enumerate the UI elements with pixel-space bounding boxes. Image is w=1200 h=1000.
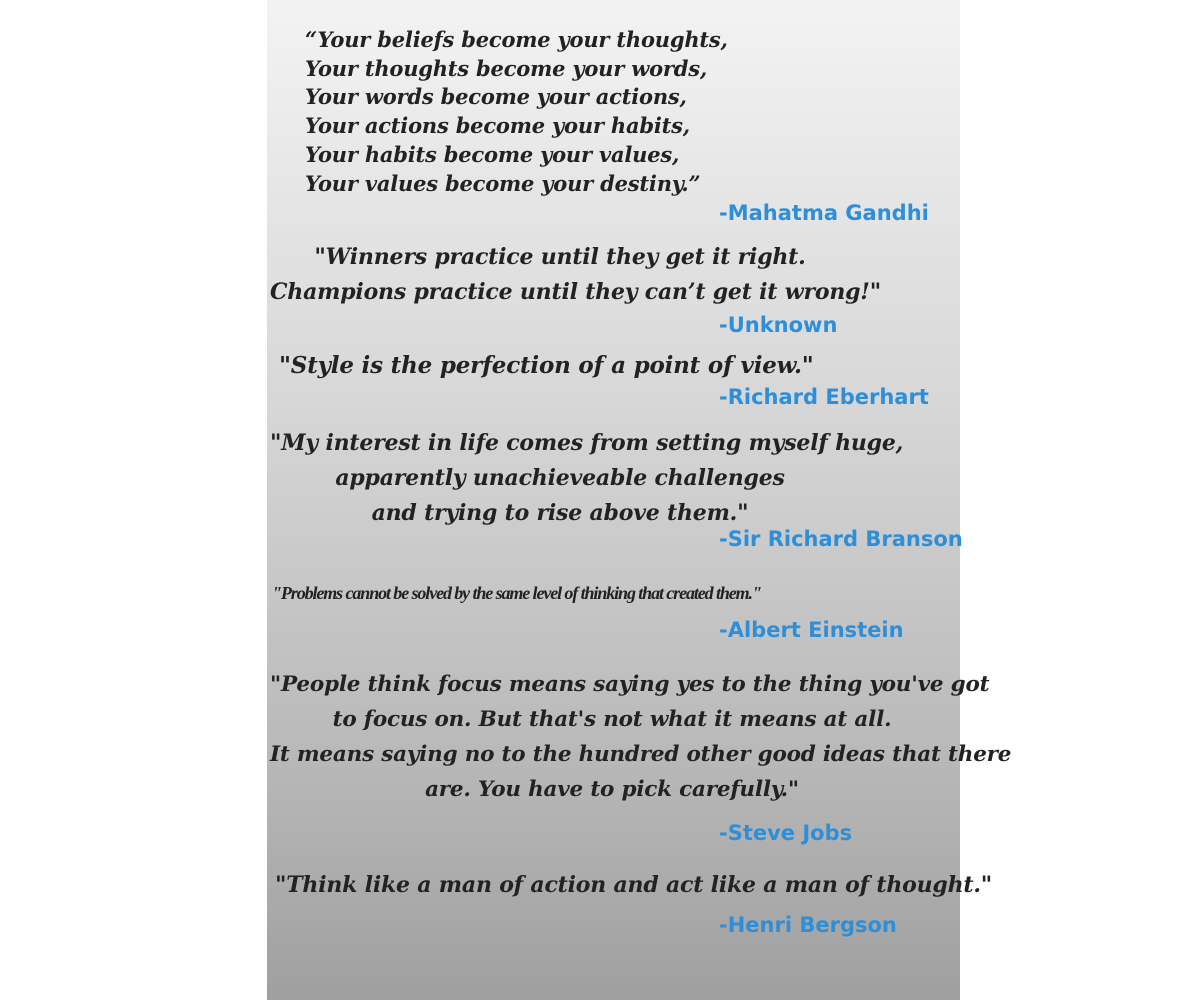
quote-author: -Mahatma Gandhi — [719, 201, 929, 225]
quote-text: "Winners practice until they get it right. Champions practice until they can’t get it wrong!" — [270, 244, 882, 305]
quote-text: "Style is the perfection of a point of view." — [279, 352, 814, 379]
quote-author: -Albert Einstein — [719, 618, 904, 642]
quote-text: "Think like a man of action and act like a man of thought." — [275, 872, 993, 898]
quote-author: -Henri Bergson — [719, 913, 897, 937]
quote-author: -Unknown — [719, 313, 838, 337]
quote-text: "People think focus means saying yes to the thing you've got to focus on. But that's not what it means at all. It means saying no to the hundred other good ideas that there are. You have to pick carefully." — [270, 672, 1012, 802]
quote-text: “Your beliefs become your thoughts, Your thoughts become your words, Your words become your actions, Your actions become your habits, Your habits become your values, Your values become your destiny.” — [305, 27, 728, 196]
quote-author: -Steve Jobs — [719, 821, 853, 845]
quote-text: "Problems cannot be solved by the same level of thinking that created them." — [272, 583, 761, 603]
quote-text: "My interest in life comes from setting myself apparently unachieveable challenges and trying to rise above them." — [270, 430, 828, 526]
quote-author: -Richard Eberhart — [719, 385, 929, 409]
quote-author: -Sir Richard Branson — [719, 527, 963, 551]
